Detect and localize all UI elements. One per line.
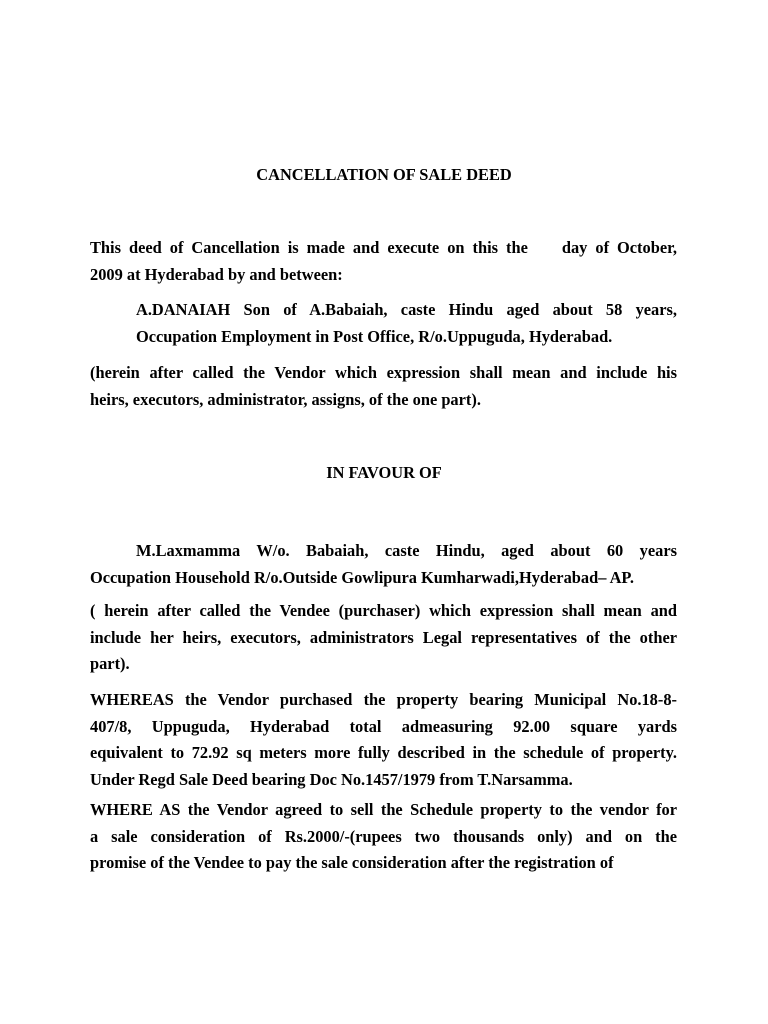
vendee-line-1: M.Laxmamma W/o. Babaiah, caste Hindu, aged about 60 years [136, 541, 677, 560]
vendor-clause [90, 360, 677, 413]
vendee-clause [90, 598, 677, 678]
vendee-clause-line-2: include her heirs, executors, administrators Legal representatives of the other [90, 627, 677, 647]
vendee-clause-line-3: part). [90, 654, 130, 673]
vendee-clause-line-1: ( herein after called the Vendee (purchaser) which expression shall mean and [90, 601, 677, 620]
whereas-1-line-1: WHEREAS the Vendor purchased the property bearing Municipal No.18-8- [90, 690, 677, 709]
vendor-details [136, 297, 677, 350]
intro-line-1: This deed of Cancellation is made and execute on this the day of October, [90, 238, 677, 257]
vendor-line-2: Occupation Employment in Post Office, R/o.Uppuguda, Hyderabad. [136, 326, 613, 346]
whereas-paragraph-2 [90, 797, 677, 877]
whereas-1-line-4: Under Regd Sale Deed bearing Doc No.1457/1979 from T.Narsamma. [90, 769, 573, 789]
in-favour-of-heading: IN FAVOUR OF [326, 463, 442, 482]
whereas-2-line-2: a sale consideration of Rs.2000/-(rupees two thousands only) and on the [90, 826, 677, 846]
vendee-line-2: Occupation Household R/o.Outside Gowlipura Kumharwadi,Hyderabad– AP. [90, 567, 635, 587]
whereas-2-line-3: promise of the Vendee to pay the sale consideration after the registration of [90, 853, 614, 872]
whereas-paragraph-1 [90, 687, 677, 793]
intro-paragraph [90, 235, 677, 288]
vendor-clause-line-1: (herein after called the Vendor which expression shall mean and include his [90, 363, 677, 382]
vendor-clause-line-2: heirs, executors, administrator, assigns, of the one part). [90, 389, 481, 409]
intro-line-2: 2009 at Hyderabad by and between: [90, 264, 343, 284]
vendee-details [90, 538, 677, 591]
whereas-2-line-1: WHERE AS the Vendor agreed to sell the Schedule property to the vendor for [90, 800, 677, 819]
vendor-line-1: A.DANAIAH Son of A.Babaiah, caste Hindu aged about 58 years, [136, 300, 677, 319]
whereas-1-line-3: equivalent to 72.92 sq meters more fully described in the schedule of property. [90, 743, 677, 762]
document-title: CANCELLATION OF SALE DEED [256, 165, 512, 184]
whereas-1-line-2: 407/8, Uppuguda, Hyderabad total admeasuring 92.00 square yards [90, 716, 677, 736]
